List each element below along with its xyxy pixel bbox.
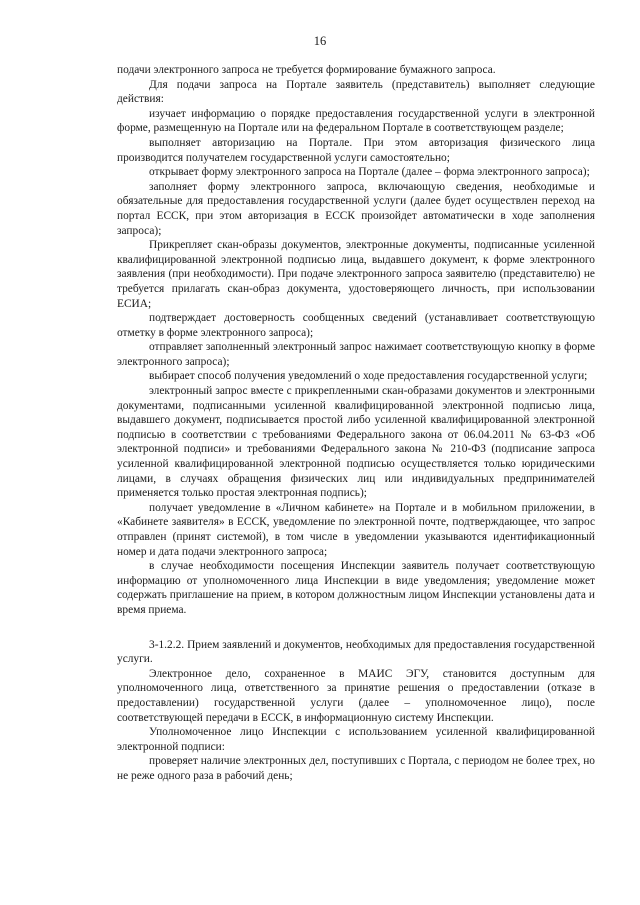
paragraph: проверяет наличие электронных дел, поступивших с Портала, с периодом не более трех, но не реже одного раза в рабочий день; (117, 755, 595, 782)
paragraph: открывает форму электронного запроса на Портале (далее – форма электронного запроса); (149, 166, 590, 179)
paragraph: в случае необходимости посещения Инспекции заявитель получает соответствующую информацию от уполномоченного лица Инспекции в виде уведомления; уведомление может содержать приглашение на прием, в котором должностным лицом Инспекции установлены дата и время приема. (117, 560, 595, 616)
paragraph: изучает информацию о порядке предоставления государственной услуги в электронной форме, размещенную на Портале или на федеральном Портале в соответствующем разделе; (117, 107, 595, 135)
paragraph: выполняет авторизацию на Портале. При этом авторизация физического лица производится получателем государственной услуги самостоятельно; (117, 136, 595, 164)
page-number: 16 (313, 34, 327, 48)
paragraph: Уполномоченное лицо Инспекции с использованием усиленной квалифицированной электронной подписи: (117, 726, 595, 753)
paragraph: Для подачи запроса на Портале заявитель (представитель) выполняет следующие действия: (117, 78, 595, 106)
paragraph: подтверждает достоверность сообщенных сведений (устанавливает соответствующую отметку в форме электронного запроса); (117, 312, 595, 339)
paragraph: электронный запрос вместе с прикрепленными скан-образами документов и электронными документами, подписанными усиленной квалифицированной электронной подписью лица, выдавшего документ, подписывается простой либо усиленной квалифицированной электронной подписью в соответствии с требованиями Федерального закона от 06.04.2011 № 63-ФЗ «Об электронной подписи» и требованиями Федерального закона № 210-ФЗ (подписание запроса усиленной квалифицированной электронной подписью осуществляется только юридическими лицами, в случаях обращения физических лиц или индивидуальных предпринимателей применяется только простая электронная подпись); (117, 385, 595, 500)
paragraph: Прикрепляет скан-образы документов, электронные документы, подписанные усиленной квалифицированной электронной подписью лица, выдавшего документ, к форме электронного заявления (при необходимости). При подаче электронного запроса заявителю (представителю) не требуется прилагать скан-образ документа, удостоверяющего личность, при использовании ЕСИА; (117, 239, 595, 310)
section-gap (117, 618, 595, 638)
section-heading: 3-1.2.2. Прием заявлений и документов, необходимых для предоставления государственной услуги. (117, 638, 595, 666)
paragraph: Электронное дело, сохраненное в МАИС ЭГУ, становится доступным для уполномоченного лица, ответственного за принятие решения о предоставлении (отказе в предоставлении) государственной услуги (далее – уполномоченное лицо), после соответствующей передачи в ЕССК, в информационную систему Инспекции. (117, 667, 595, 724)
paragraph: заполняет форму электронного запроса, включающую сведения, необходимые и обязательные для предоставления государственной услуги (далее будет осуществлен переход на портал ЕССК, при этом авторизация в ЕССК произойдет автоматически в ходе заполнения запроса); (117, 180, 595, 237)
document-body (117, 63, 595, 784)
paragraph: подачи электронного запроса не требуется формирование бумажного запроса. (117, 64, 496, 76)
paragraph: отправляет заполненный электронный запрос нажимает соответствующую кнопку в форме электронного запроса); (117, 341, 595, 368)
paragraph: выбирает способ получения уведомлений о ходе предоставления государственной услуги; (149, 370, 588, 383)
paragraph: получает уведомление в «Личном кабинете» на Портале и в мобильном приложении, в «Кабинете заявителя» в ЕССК, уведомление по электронной почте, подтверждающее, что запрос отправлен (принят системой), в том числе в уведомлении указываются идентификационный номер и дата подачи электронного запроса; (117, 501, 595, 558)
